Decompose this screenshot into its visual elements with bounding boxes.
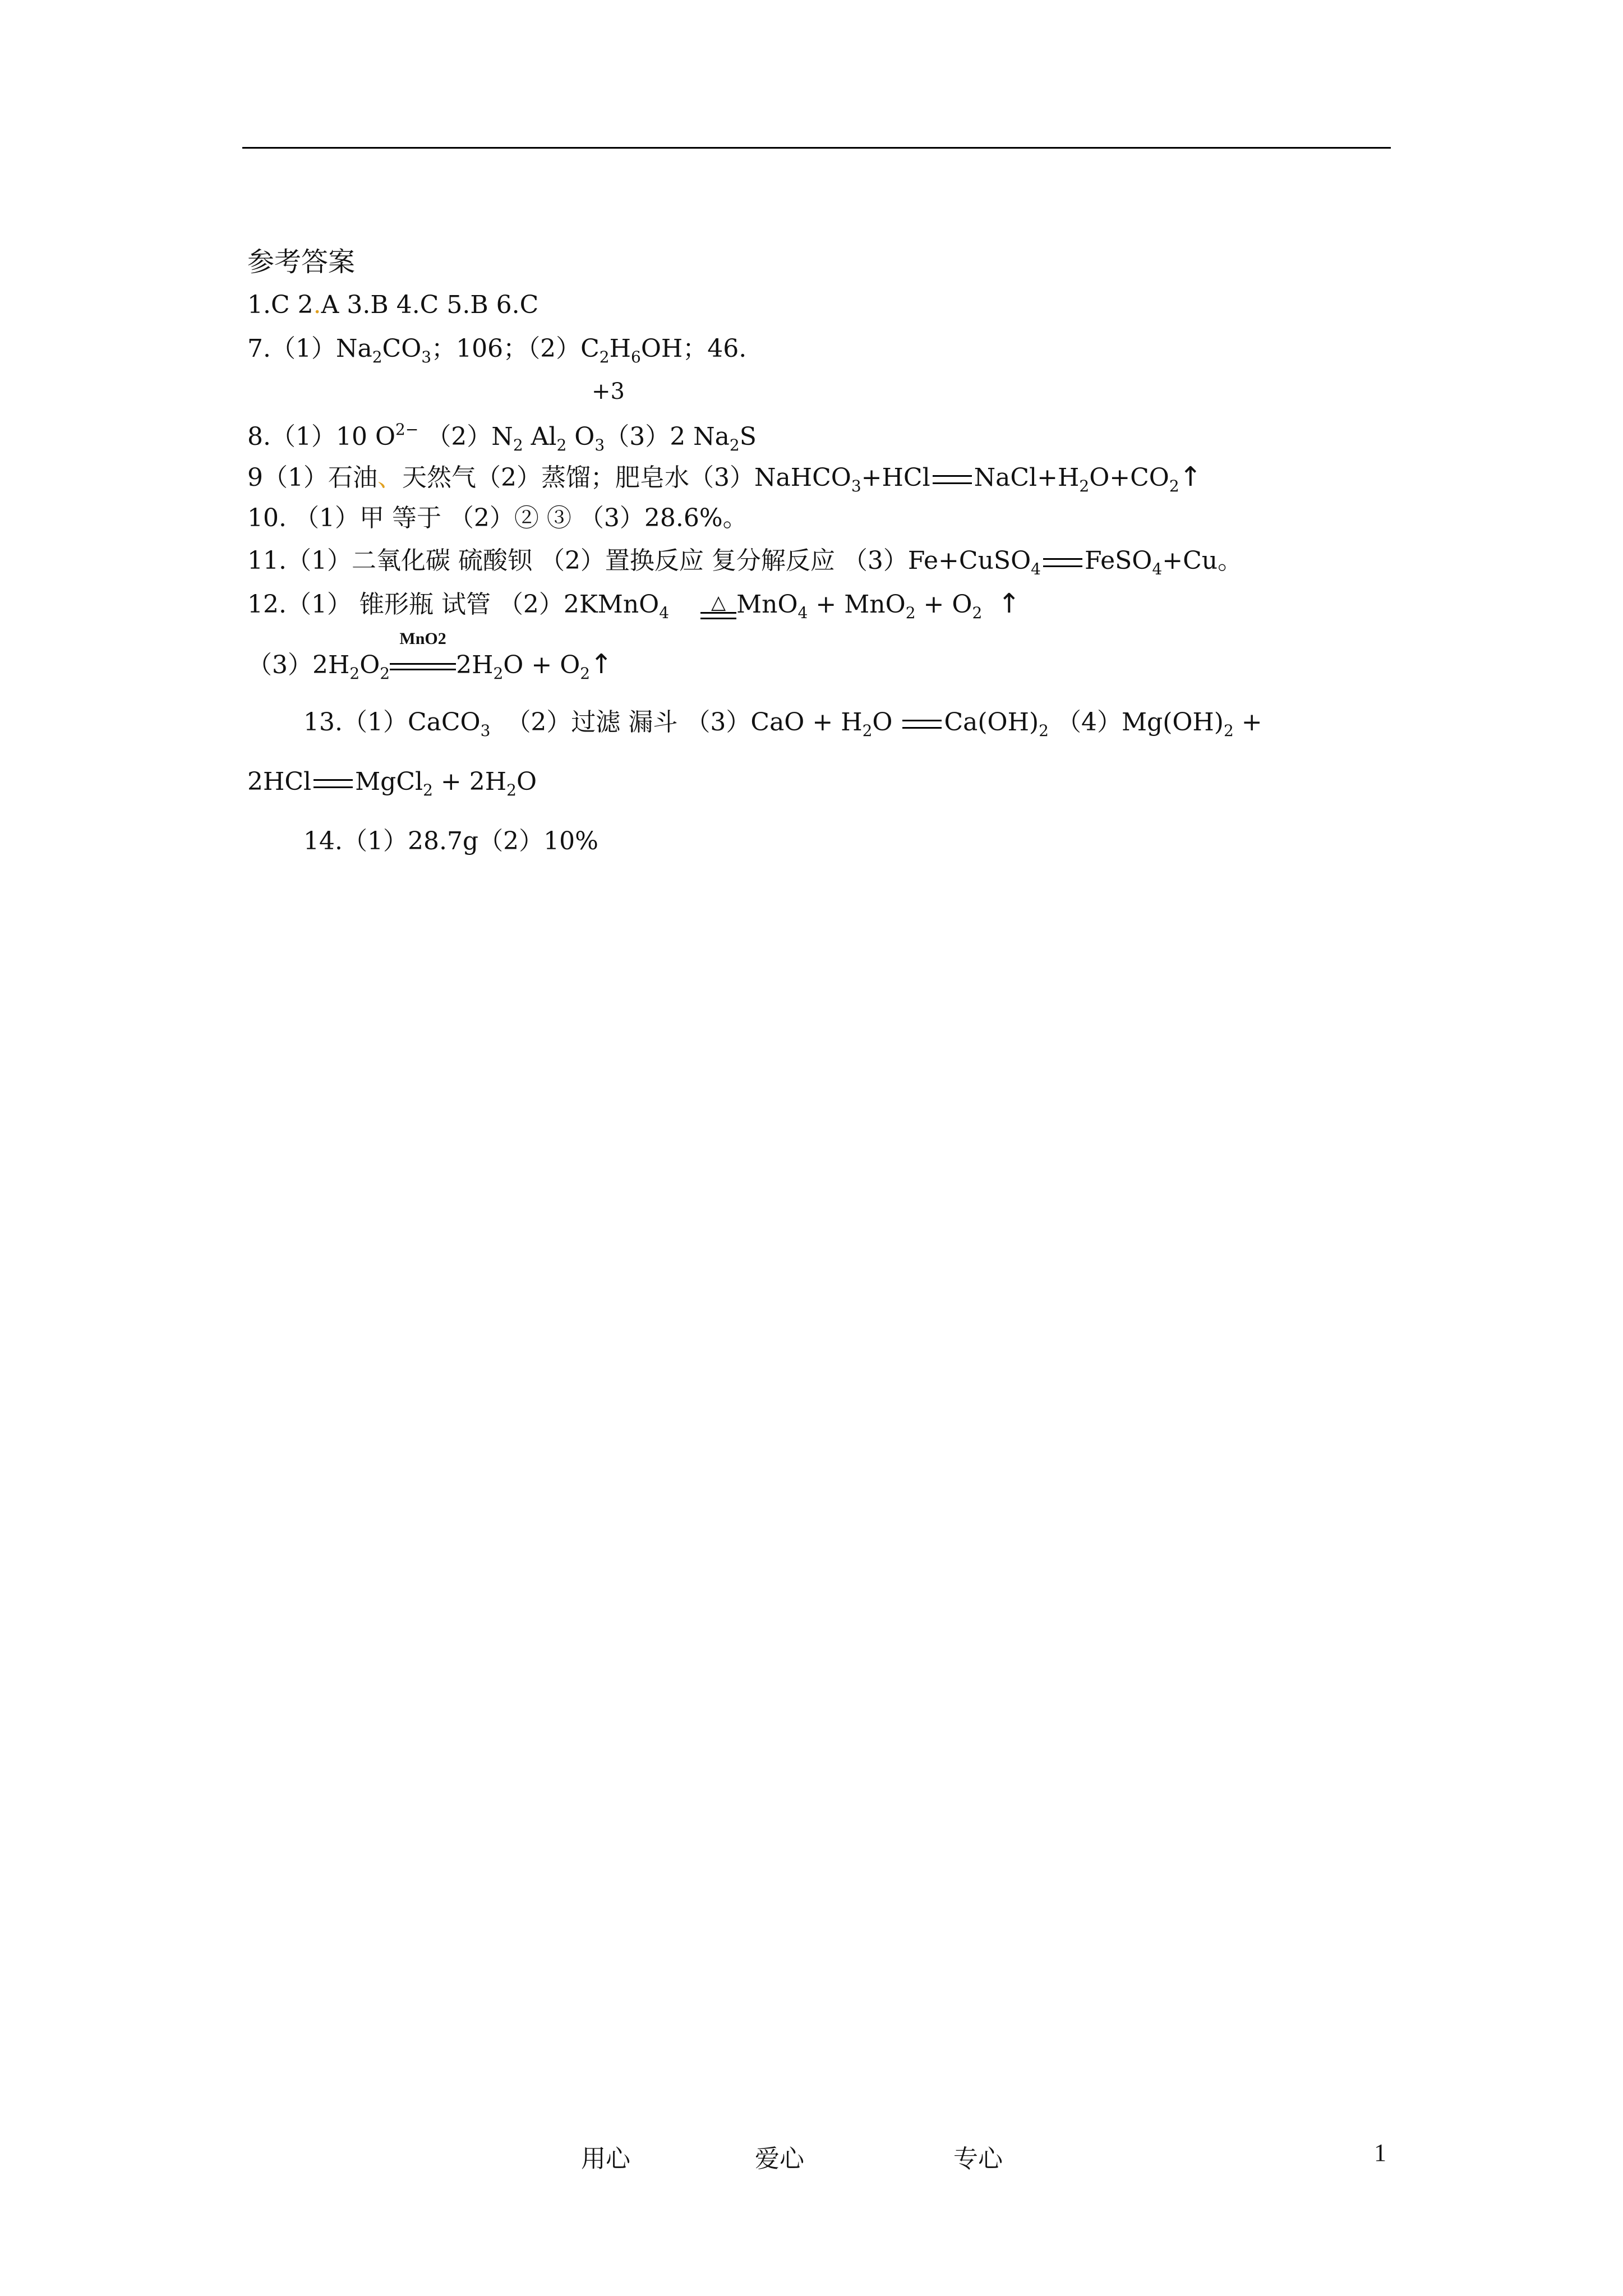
- subscript: 4: [1031, 560, 1041, 578]
- text: O+CO: [1089, 463, 1169, 492]
- text: .: [313, 291, 321, 319]
- text: O: [359, 651, 380, 679]
- answer-line-10: [247, 506, 748, 531]
- subscript: 2: [1039, 721, 1049, 740]
- equals-sign: [313, 779, 353, 788]
- subscript: 4: [797, 604, 808, 622]
- text: + 2H: [432, 767, 507, 796]
- subscript: 2: [556, 436, 567, 454]
- subscript: 2: [1169, 477, 1179, 495]
- text: 12.（1） 锥形瓶 试管 （2）2KMnO: [247, 590, 660, 619]
- page-number: 1: [1374, 2139, 1386, 2166]
- answer-line-12-3: [247, 629, 613, 683]
- text: 9（1）石油: [247, 463, 377, 492]
- subscript: 2: [423, 781, 433, 799]
- header-rule: [242, 147, 1391, 149]
- text: 8.（1）10 O: [247, 422, 396, 451]
- heat-icon: △: [711, 591, 726, 614]
- answer-line-7: [247, 334, 747, 366]
- subscript: 2: [1223, 721, 1234, 740]
- text: + O: [915, 590, 972, 619]
- text: （3）2 Na: [605, 422, 730, 451]
- text: MgCl: [355, 767, 423, 796]
- text: A 3.B 4.C 5.B 6.C: [321, 291, 539, 319]
- subscript: 2: [972, 604, 983, 622]
- answer-line-11: [247, 546, 1243, 578]
- text: CO: [382, 334, 422, 363]
- text: +HCl: [861, 463, 930, 492]
- answer-line-8: [247, 422, 757, 453]
- subscript: 3: [421, 348, 432, 366]
- subscript: 4: [659, 604, 670, 622]
- text: MnO: [736, 590, 798, 619]
- text: FeSO: [1084, 546, 1152, 575]
- subscript: 2: [513, 436, 523, 454]
- subscript: 6: [630, 348, 641, 366]
- answer-line-14: [303, 829, 598, 854]
- answers-title: 参考答案: [247, 246, 356, 278]
- subscript: 3: [480, 721, 491, 740]
- text: 2HCl: [247, 767, 312, 796]
- equals-sign: [902, 720, 942, 729]
- subscript: 2: [1079, 477, 1090, 495]
- text: OH；46.: [640, 334, 747, 363]
- text: 天然气（2）蒸馏；肥皂水（3）NaHCO: [402, 463, 851, 492]
- text: （4）Mg(OH): [1049, 708, 1224, 737]
- subscript: 3: [851, 477, 861, 495]
- text: （2）N: [426, 422, 513, 451]
- subscript: 2: [905, 604, 916, 622]
- text: H: [609, 334, 631, 363]
- text: （3）2H: [247, 651, 350, 679]
- text: （2）过滤 漏斗 （3）CaO + H: [506, 708, 863, 737]
- text: NaCl+H: [974, 463, 1080, 492]
- up-arrow-icon: ↑: [998, 588, 1021, 619]
- equals-sign: [1043, 558, 1082, 567]
- superscript: 2−: [395, 420, 419, 439]
- text: O + O: [503, 651, 580, 679]
- catalyst-label: MnO2: [399, 629, 446, 648]
- text: 13.（1）CaCO: [303, 708, 481, 737]
- text: Ca(OH): [944, 708, 1039, 737]
- valence-mark: +3: [592, 379, 625, 404]
- subscript: 2: [372, 348, 382, 366]
- text: O: [872, 708, 901, 737]
- equals-sign: [933, 475, 972, 484]
- subscript: 2: [862, 721, 873, 740]
- text: 11.（1）二氧化碳 硫酸钡 （2）置换反应 复分解反应 （3）Fe+CuSO: [247, 546, 1031, 575]
- text: 10. （1）甲 等于 （2）② ③ （3）28.6%。: [247, 504, 748, 532]
- up-arrow-icon: ↑: [590, 648, 613, 680]
- heat-condition: [700, 593, 736, 619]
- up-arrow-icon: ↑: [1179, 461, 1202, 493]
- text: O: [516, 767, 537, 796]
- answer-line-12: [247, 590, 1020, 621]
- subscript: 3: [594, 436, 605, 454]
- answer-line-13: [303, 710, 1262, 739]
- footer-word-2: 爱心: [755, 2145, 804, 2173]
- equals-sign: [390, 663, 456, 670]
- answer-line-9: [247, 463, 1202, 494]
- subscript: 2: [493, 664, 504, 683]
- answer-line-1: [247, 293, 538, 318]
- catalyst-condition: [390, 629, 456, 678]
- subscript: 2: [729, 436, 740, 454]
- text: 、: [377, 463, 402, 492]
- text: 2H: [456, 651, 494, 679]
- answer-line-13-cont: [247, 767, 537, 799]
- text: ；106；（2）C: [431, 334, 600, 363]
- footer-word-1: 用心: [581, 2145, 630, 2173]
- text: O: [566, 422, 595, 451]
- text: 14.（1）28.7g（2）10%: [303, 827, 598, 855]
- text: +Cu。: [1162, 546, 1243, 575]
- text: 1.C 2: [247, 291, 313, 319]
- subscript: 4: [1152, 560, 1163, 578]
- subscript: 2: [349, 664, 360, 683]
- text: 7.（1）Na: [247, 334, 372, 363]
- text: Al: [523, 422, 557, 451]
- footer-word-3: 专心: [953, 2145, 1003, 2173]
- text: + MnO: [808, 590, 906, 619]
- subscript: 2: [506, 781, 517, 799]
- subscript: 2: [380, 664, 390, 683]
- text: S: [739, 422, 757, 451]
- subscript: 2: [580, 664, 591, 683]
- text: +: [1233, 708, 1262, 737]
- subscript: 2: [599, 348, 610, 366]
